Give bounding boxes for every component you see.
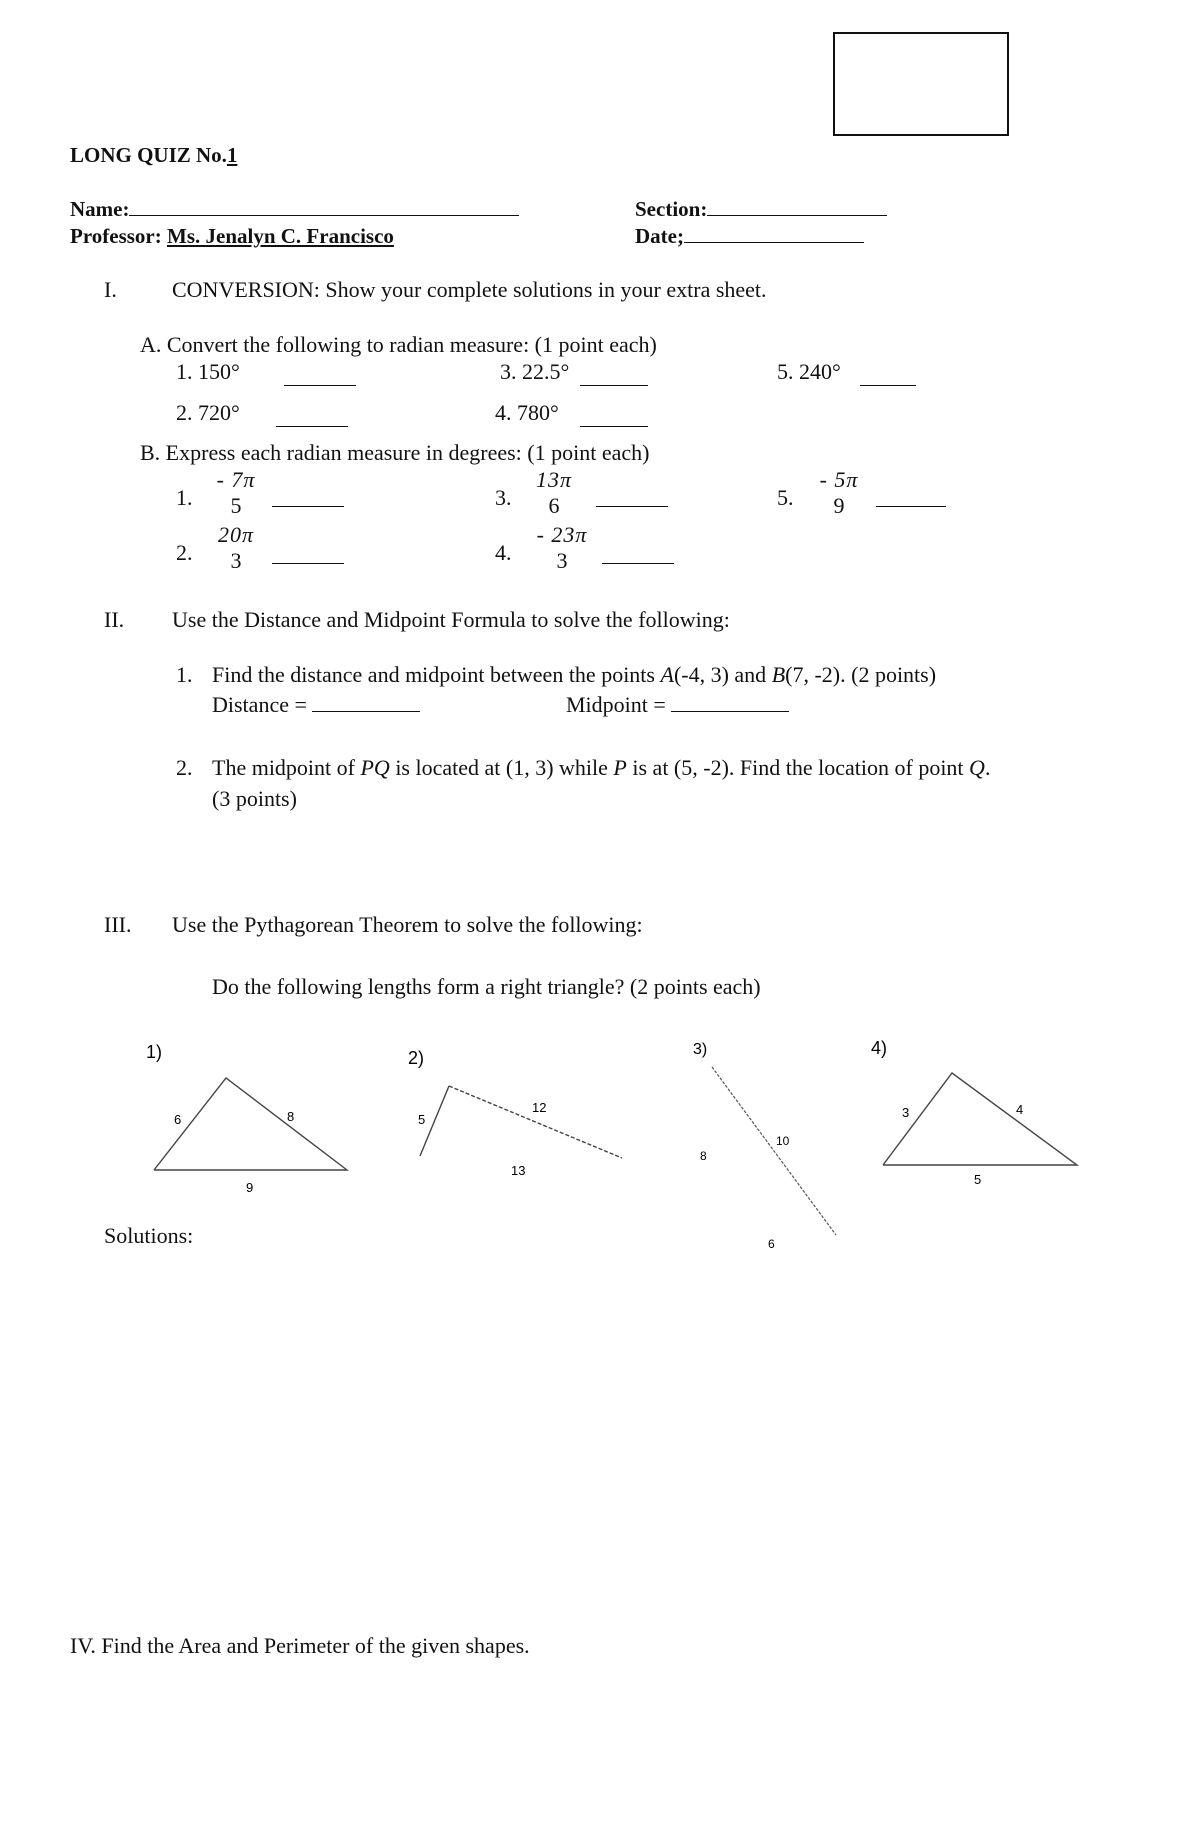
figure-1	[146, 1042, 347, 1195]
q1-number: 1.	[176, 662, 193, 687]
conv-item-4: 4. 780°	[495, 400, 559, 425]
rad-fraction-4: - 23π 3	[536, 522, 588, 573]
rad-label-2: 2.	[176, 540, 193, 565]
answer-blank[interactable]	[596, 506, 668, 507]
part3-question: Do the following lengths form a right triangle? (2 points each)	[212, 974, 761, 999]
part3-title: Use the Pythagorean Theorem to solve the following:	[172, 912, 643, 937]
rad-fraction-5: - 5π 9	[819, 467, 859, 518]
side-label: 8	[700, 1149, 707, 1163]
figure-label: 4)	[871, 1038, 888, 1058]
answer-blank[interactable]	[272, 506, 344, 507]
part4-title: IV. Find the Area and Perimeter of the given shapes.	[70, 1633, 530, 1658]
side-label: 5	[974, 1172, 982, 1187]
rad-label-4: 4.	[495, 540, 512, 565]
midpoint-field[interactable]: Midpoint =	[566, 692, 789, 718]
side-label: 3	[902, 1105, 910, 1120]
answer-blank[interactable]	[284, 385, 356, 386]
rad-fraction-2: 20π 3	[217, 522, 255, 573]
conv-item-5: 5. 240°	[777, 359, 841, 384]
part2-title: Use the Distance and Midpoint Formula to solve the following:	[172, 607, 730, 632]
rad-label-5: 5.	[777, 485, 794, 510]
professor-name: Ms. Jenalyn C. Francisco	[167, 224, 394, 248]
side-label: 6	[174, 1112, 182, 1127]
distance-field[interactable]: Distance =	[212, 692, 420, 718]
side-label: 4	[1016, 1102, 1024, 1117]
side-label: 10	[776, 1134, 790, 1148]
part2-numeral: II.	[104, 607, 125, 632]
q2-points: (3 points)	[212, 786, 297, 811]
part3-numeral: III.	[104, 912, 132, 937]
side-label: 8	[287, 1109, 295, 1124]
rad-label-1: 1.	[176, 485, 193, 510]
conv-item-3: 3. 22.5°	[500, 359, 570, 384]
q2-text: The midpoint of PQ is located at (1, 3) while P is at (5, -2). Find the location of point Q.	[212, 755, 991, 780]
answer-blank[interactable]	[860, 385, 916, 386]
part1-title: CONVERSION: Show your complete solutions in your extra sheet.	[172, 277, 767, 302]
solutions-label: Solutions:	[104, 1223, 194, 1248]
rad-fraction-1: - 7π 5	[216, 467, 256, 518]
side-label: 9	[246, 1180, 254, 1195]
figure-label: 3)	[693, 1041, 708, 1058]
figure-label: 1)	[146, 1042, 163, 1062]
conv-item-2: 2. 720°	[176, 400, 240, 425]
part1-numeral: I.	[104, 277, 117, 302]
answer-blank[interactable]	[276, 426, 348, 427]
figure-2	[408, 1048, 622, 1178]
part1b-heading: B. Express each radian measure in degrees: (1 point each)	[140, 440, 650, 465]
answer-blank[interactable]	[272, 563, 344, 564]
side-label: 13	[511, 1163, 526, 1178]
side-label: 6	[768, 1237, 775, 1251]
q2-number: 2.	[176, 755, 193, 780]
answer-blank[interactable]	[580, 385, 648, 386]
rad-fraction-3: 13π 6	[535, 467, 573, 518]
answer-blank[interactable]	[602, 563, 674, 564]
conv-item-1: 1. 150°	[176, 359, 240, 384]
score-box	[833, 32, 1009, 136]
answer-blank[interactable]	[876, 506, 946, 507]
figure-3	[693, 1041, 836, 1251]
rad-label-3: 3.	[495, 485, 512, 510]
q1-text: Find the distance and midpoint between the points A(-4, 3) and B(7, -2). (2 points)	[212, 662, 937, 687]
section-field[interactable]: Section:	[635, 197, 887, 222]
part1a-heading: A. Convert the following to radian measure: (1 point each)	[140, 332, 657, 357]
quiz-title: LONG QUIZ No.1	[70, 143, 238, 167]
side-label: 5	[418, 1112, 426, 1127]
answer-blank[interactable]	[580, 426, 648, 427]
figure-4	[871, 1038, 1077, 1187]
professor-line: Professor: Ms. Jenalyn C. Francisco	[70, 224, 394, 248]
figure-label: 2)	[408, 1048, 425, 1068]
side-label: 12	[532, 1100, 547, 1115]
name-field[interactable]: Name:	[70, 197, 519, 222]
date-field[interactable]: Date;	[635, 224, 864, 249]
